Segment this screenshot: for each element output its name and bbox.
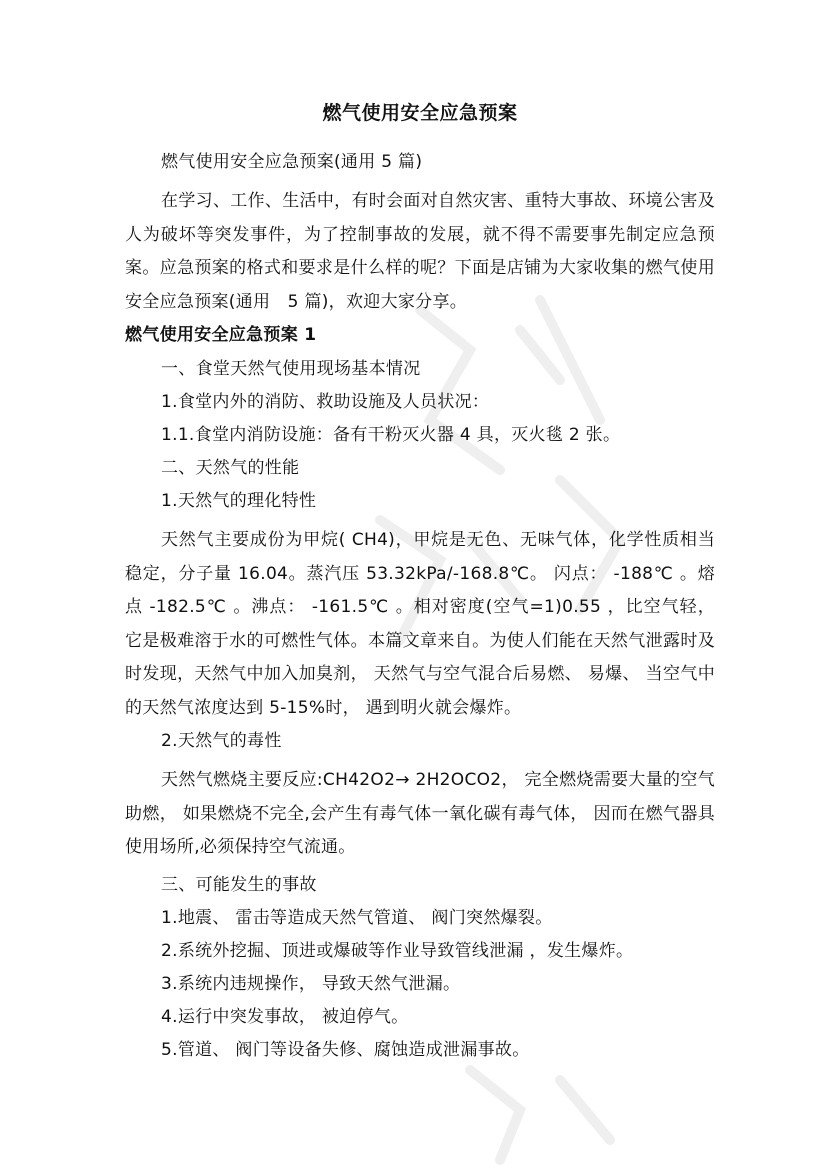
document-subtitle: 燃气使用安全应急预案(通用 5 篇) [161,152,423,172]
part2-paragraph-1: 天然气主要成份为甲烷( CH4)，甲烷是无色、无味气体，化学性质相当稳定，分子量 16.04。蒸汽压 53.32kPa/-168.8℃。 闪点： -188℃ 。熔点 -182.5℃ 。沸点： -161.5℃ 。相对密度(空气=1)0.55 ，比空气轻， 它是极难溶于水的可燃性气体。本篇文章来自。为使人们能在天然气泄露时及时发现，天然气中加入加臭剂， 天然气与空气混合后易燃、 易爆、 当空气中的天然气浓度达到 5-15%时， 遇到明火就会爆炸。 [125,530,715,718]
part3-item: 2.系统外挖掘、顶进或爆破等作业导致管线泄漏 ，发生爆炸。 [161,940,634,961]
part3-item: 3.系统内违规操作， 导致天然气泄漏。 [161,973,461,994]
part3-item: 1.地震、 雷击等造成天然气管道、 阀门突然爆裂。 [161,907,553,928]
intro-paragraph: 在学习、工作、生活中，有时会面对自然灾害、重特大事故、环境公害及人为破坏等突发事件，为了控制事故的发展，就不得不需要事先制定应急预案。应急预案的格式和要求是什么样的呢？下面是店铺为大家收集的燃气使用安全应急预案(通用 5 篇)，欢迎大家分享。 [125,191,715,312]
document-title: 燃气使用安全应急预案 [322,102,518,124]
part2-item-2: 2.天然气的毒性 [161,731,282,751]
part3-item: 4.运行中突发事故， 被迫停气。 [161,1006,409,1027]
document-body [125,96,715,1067]
part3-item: 5.管道、 阀门等设备失修、腐蚀造成泄漏事故。 [161,1039,530,1060]
part1-item-1: 1.食堂内外的消防、救助设施及人员状况： [161,392,490,412]
part3-title: 三、可能发生的事故 [161,874,317,895]
part2-item-1: 1.天然气的理化特性 [161,491,317,511]
part2-title: 二、天然气的性能 [161,458,300,478]
part2-paragraph-2: 天然气燃烧主要反应:CH42O2→ 2H2OCO2， 完全燃烧需要大量的空气助燃， 如果燃烧不完全,会产生有毒气体一氧化碳有毒气体， 因而在燃气器具使用场所,必须保持空气流通。 [125,770,715,857]
section-heading-1: 燃气使用安全应急预案 1 [125,325,317,345]
part1-item-1-1: 1.1.食堂内消防设施：备有干粉灭火器 4 具，灭火毯 2 张。 [161,425,621,445]
part1-title: 一、食堂天然气使用现场基本情况 [161,359,421,379]
